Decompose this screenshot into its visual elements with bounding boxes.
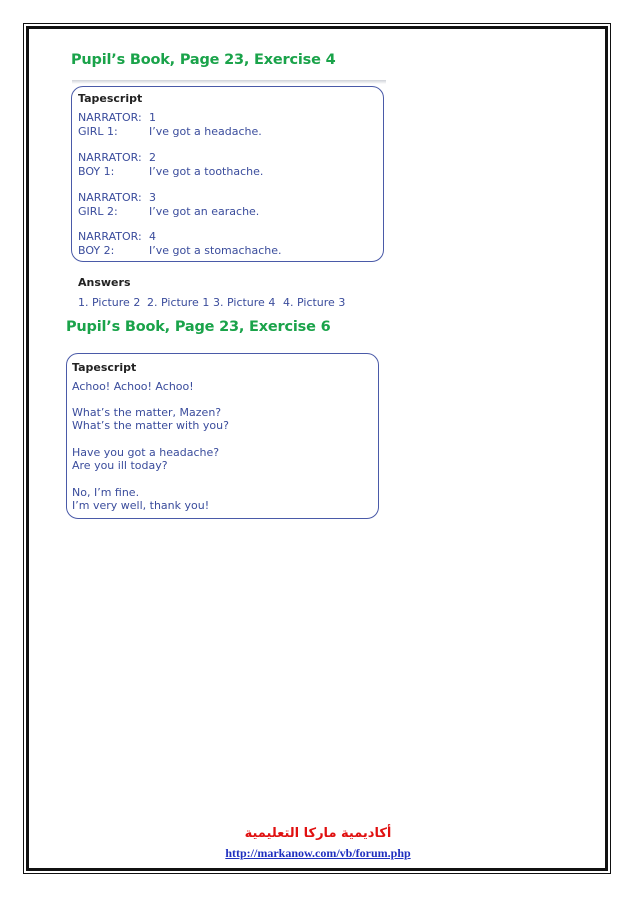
script-line: I’m very well, thank you! — [72, 499, 210, 512]
answer-item: 1. Picture 2 — [78, 296, 141, 309]
script-line: 1 — [149, 111, 156, 124]
script-line: Have you got a headache? — [72, 446, 220, 459]
script-line: I’ve got a toothache. — [149, 165, 264, 178]
speaker-label: NARRATOR: — [78, 230, 142, 243]
exercise-6-tapescript-title: Tapescript — [72, 361, 137, 374]
script-line: No, I’m fine. — [72, 486, 140, 499]
speaker-label: BOY 1: — [78, 165, 115, 178]
exercise-4-heading: Pupil’s Book, Page 23, Exercise 4 — [71, 52, 336, 68]
answer-item: 3. Picture 4 — [213, 296, 276, 309]
speaker-label: GIRL 2: — [78, 205, 118, 218]
script-line: I’ve got an earache. — [149, 205, 260, 218]
script-line: 4 — [149, 230, 156, 243]
speaker-label: NARRATOR: — [78, 191, 142, 204]
exercise-4-tapescript-title: Tapescript — [78, 92, 143, 105]
answers-title: Answers — [78, 276, 131, 289]
footer-link[interactable]: http://markanow.com/vb/forum.php — [225, 846, 411, 860]
speaker-label: GIRL 1: — [78, 125, 118, 138]
box-top-shadow — [72, 80, 386, 84]
script-line: What’s the matter with you? — [72, 419, 229, 432]
answer-item: 2. Picture 1 — [147, 296, 210, 309]
speaker-label: BOY 2: — [78, 244, 115, 257]
answer-item: 4. Picture 3 — [283, 296, 346, 309]
exercise-6-heading: Pupil’s Book, Page 23, Exercise 6 — [66, 319, 331, 335]
speaker-label: NARRATOR: — [78, 151, 142, 164]
footer-academy-name: أكاديمية ماركا التعليمية — [244, 826, 392, 841]
script-line: I’ve got a stomachache. — [149, 244, 282, 257]
script-line: Achoo! Achoo! Achoo! — [72, 380, 194, 393]
speaker-label: NARRATOR: — [78, 111, 142, 124]
script-line: 3 — [149, 191, 156, 204]
script-line: 2 — [149, 151, 156, 164]
script-line: I’ve got a headache. — [149, 125, 262, 138]
script-line: What’s the matter, Mazen? — [72, 406, 222, 419]
script-line: Are you ill today? — [72, 459, 168, 472]
